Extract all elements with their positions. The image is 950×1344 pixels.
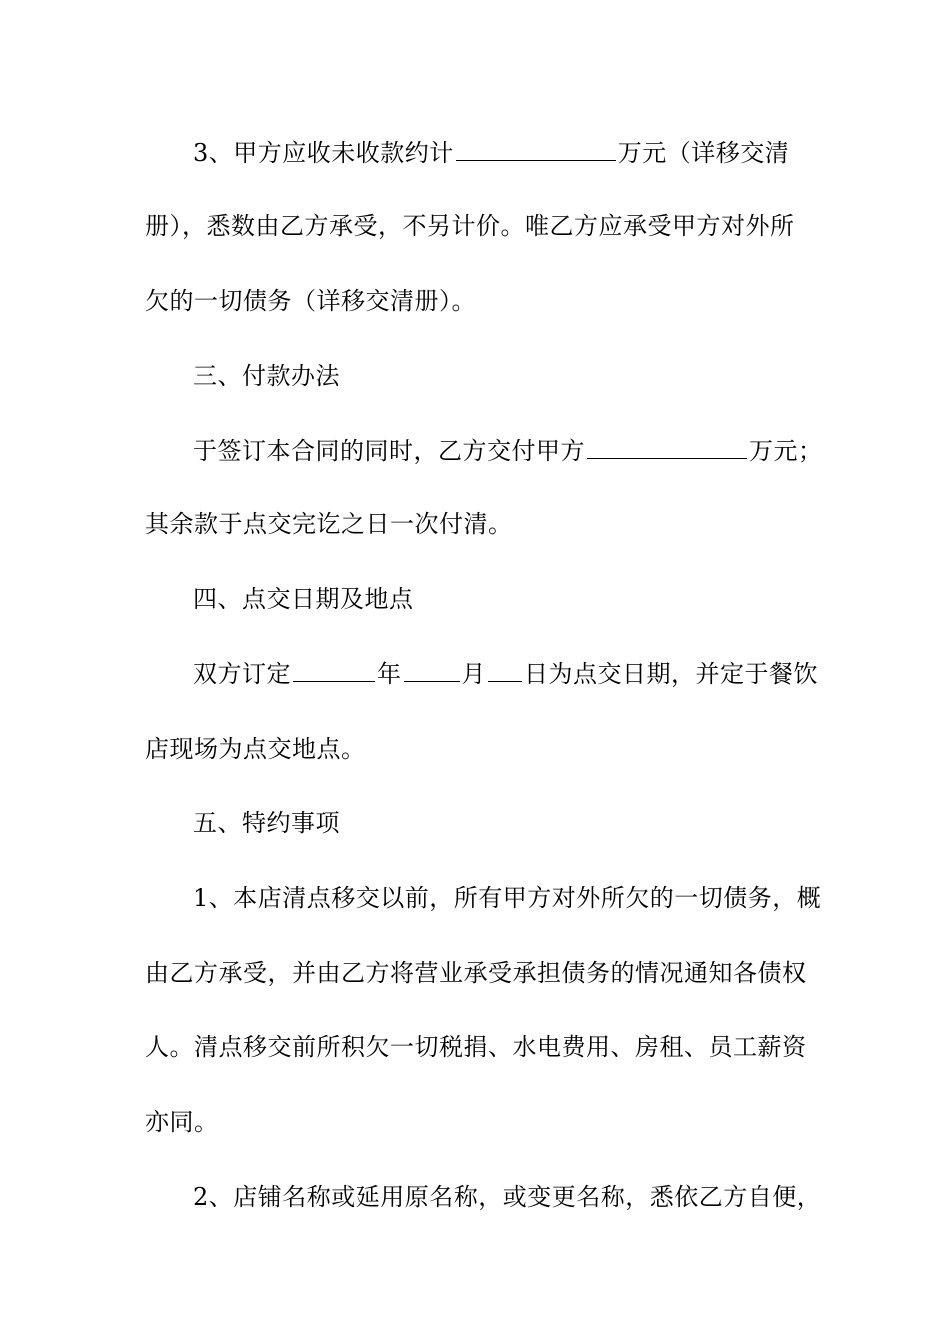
paragraph-term1-line-4: 亦同。 <box>145 1108 219 1136</box>
heading-payment-method: 三、付款办法 <box>193 362 340 390</box>
blank-year <box>293 655 375 682</box>
paragraph-term2-line-1: 2、店铺名称或延用原名称，或变更名称，悉依乙方自便， <box>193 1183 822 1211</box>
blank-month <box>404 655 460 682</box>
paragraph-receivables-line-3: 欠的一切债务（详移交清册）。 <box>145 287 476 315</box>
paragraph-term1-line-1: 1、本店清点移交以前，所有甲方对外所欠的一切债务，概 <box>193 884 822 912</box>
blank-amount-payment <box>587 432 747 459</box>
paragraph-receivables-line-1 <box>193 133 815 173</box>
paragraph-handover-line-2: 店现场为点交地点。 <box>145 735 366 763</box>
blank-amount-receivables <box>456 134 616 161</box>
blank-day <box>488 655 522 682</box>
paragraph-receivables-line-2: 册），悉数由乙方承受，不另计价。唯乙方应承受甲方对外所 <box>145 212 795 240</box>
text-month: 月 <box>461 660 486 688</box>
heading-handover-date-place: 四、点交日期及地点 <box>193 585 414 613</box>
text-day-rest: 日为点交日期，并定于餐饮 <box>524 660 818 688</box>
paragraph-term1-line-2: 由乙方承受，并由乙方将营业承受承担债务的情况通知各债权 <box>145 959 807 987</box>
text-handover-start: 双方订定 <box>193 660 291 688</box>
text-year: 年 <box>377 660 402 688</box>
text-receivables-start: 3、甲方应收未收款约计 <box>193 139 454 167</box>
paragraph-payment-line-2: 其余款于点交完讫之日一次付清。 <box>145 510 513 538</box>
heading-special-terms: 五、特约事项 <box>193 809 340 837</box>
text-payment-unit: 万元； <box>749 437 823 465</box>
paragraph-handover-line-1 <box>193 654 818 694</box>
text-receivables-unit: 万元（详移交清 <box>617 139 790 167</box>
paragraph-term1-line-3: 人。清点移交前所积欠一切税捐、水电费用、房租、员工薪资 <box>145 1033 807 1061</box>
paragraph-payment-line-1 <box>193 431 823 471</box>
text-payment-start: 于签订本合同的同时，乙方交付甲方 <box>193 437 585 465</box>
